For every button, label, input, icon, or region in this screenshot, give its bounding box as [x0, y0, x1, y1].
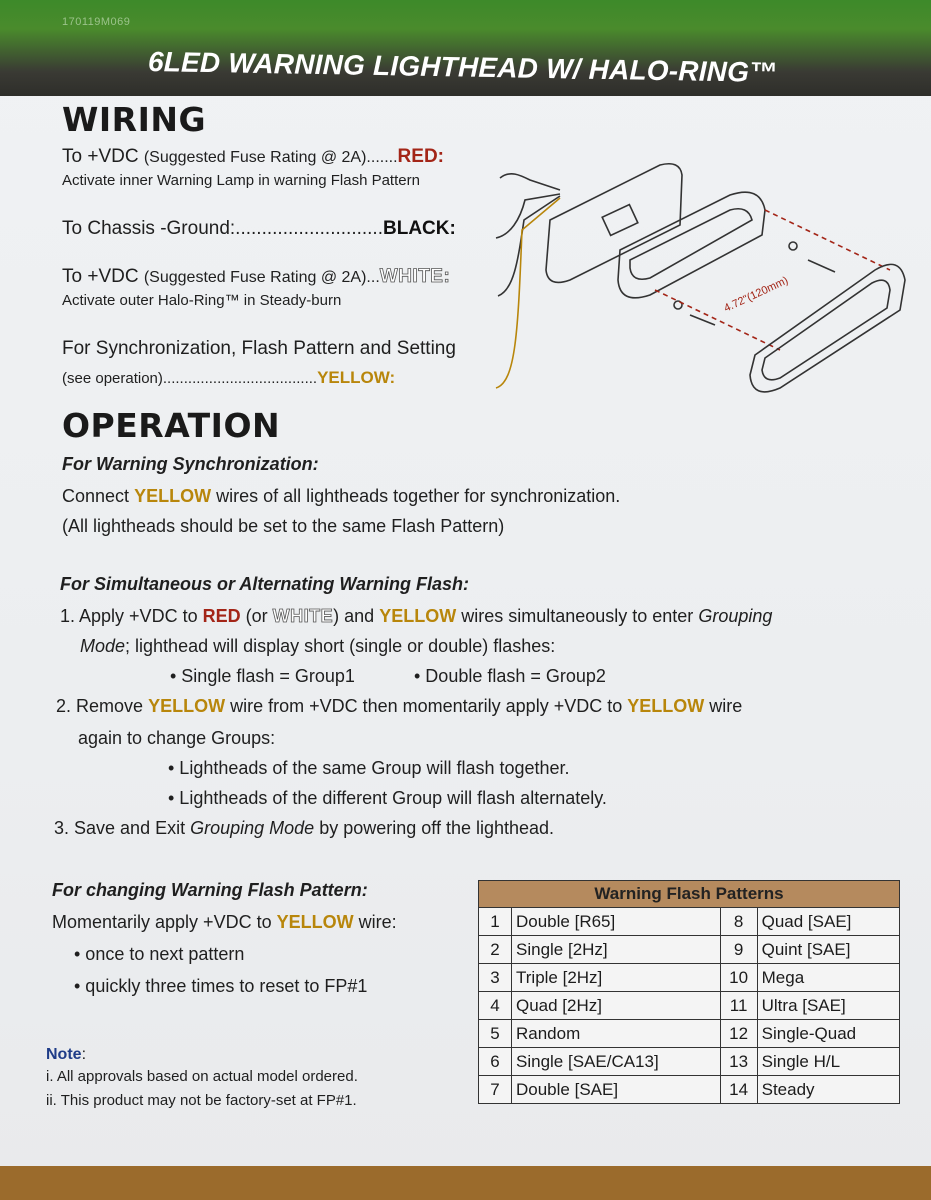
yellow-wire-lead [496, 198, 560, 388]
step1-mode: Mode [80, 636, 126, 656]
page-title: 6LED WARNING LIGHTHEAD W/ HALO-RING™ [147, 46, 778, 88]
dimension-label: 4.72"(120mm) [722, 274, 791, 315]
screw-top [808, 260, 835, 272]
pattern-number: 13 [720, 1048, 757, 1076]
change-text-b: wire: [358, 912, 397, 932]
pattern-name: Mega [757, 964, 899, 992]
black-wire-label: BLACK: [383, 218, 456, 239]
pattern-number: 6 [479, 1048, 512, 1076]
pattern-name: Single [SAE/CA13] [512, 1048, 721, 1076]
pattern-number: 2 [479, 936, 512, 964]
table-row [479, 908, 900, 936]
note-item-1: i. All approvals based on actual model ordered. [46, 1068, 358, 1085]
step1-text-c: ) and [333, 606, 375, 626]
change-bullet-reset: • quickly three times to reset to FP#1 [74, 976, 368, 996]
wiring-heading: WIRING [62, 100, 207, 139]
step1-text-b: (or [245, 606, 268, 626]
red-wire-lead [500, 174, 560, 190]
pattern-number: 5 [479, 1020, 512, 1048]
yellow-wire-line2 [62, 368, 395, 388]
document-code: 170119M069 [62, 16, 131, 28]
note-colon: : [81, 1046, 87, 1063]
step2-line2: again to change Groups: [78, 728, 276, 748]
pattern-name: Quint [SAE] [757, 936, 899, 964]
pattern-name: Quad [2Hz] [512, 992, 721, 1020]
pattern-number: 11 [720, 992, 757, 1020]
note-title-line [46, 1046, 86, 1064]
table-row [479, 992, 900, 1020]
lighthead-lens [630, 209, 752, 280]
step2-text-b: wire from +VDC then momentarily apply +VDC to [230, 696, 623, 716]
table-title: Warning Flash Patterns [479, 881, 900, 908]
pattern-number: 12 [720, 1020, 757, 1048]
yellow-wire-line: For Synchronization, Flash Pattern and Setting [62, 338, 456, 359]
step1-text-a: 1. Apply +VDC to [60, 606, 198, 626]
step3-text-c: by powering off the lighthead. [319, 818, 555, 838]
sync-yellow: YELLOW [134, 486, 212, 506]
black-wire-line [62, 218, 456, 240]
step2-yellow1: YELLOW [148, 696, 226, 716]
white-wire-label: WHITE: [379, 266, 451, 287]
sync-text-a: Connect [62, 486, 130, 506]
change-yellow: YELLOW [276, 912, 354, 932]
pattern-name: Double [R65] [512, 908, 721, 936]
nut-top [789, 242, 797, 250]
step1-line2-text: ; lighthead will display short (single or double) flashes: [125, 636, 556, 656]
change-bullet-next: • once to next pattern [74, 944, 245, 964]
mounting-gasket [546, 164, 682, 283]
table-row [479, 1076, 900, 1104]
red-wire-label: RED: [397, 146, 444, 167]
pattern-number: 14 [720, 1076, 757, 1104]
step1-bullet-double: • Double flash = Group2 [414, 666, 606, 686]
table-row [479, 1048, 900, 1076]
change-line1 [52, 912, 397, 933]
pattern-number: 9 [720, 936, 757, 964]
step2-text-c: wire [709, 696, 743, 716]
pattern-number: 8 [720, 908, 757, 936]
pattern-name: Single [2Hz] [512, 936, 721, 964]
table-row [479, 1020, 900, 1048]
pattern-number: 7 [479, 1076, 512, 1104]
black-wire-text: To Chassis -Ground:............................ [62, 218, 383, 239]
sync-line2: (All lightheads should be set to the same Flash Pattern) [62, 516, 505, 536]
lighthead-diagram [490, 150, 910, 400]
pattern-name: Double [SAE] [512, 1076, 721, 1104]
pattern-name: Ultra [SAE] [757, 992, 899, 1020]
table-row [479, 964, 900, 992]
red-wire-text: To +VDC [62, 146, 139, 167]
step1-red: RED [202, 606, 241, 626]
pattern-name: Single H/L [757, 1048, 899, 1076]
header-bar [0, 0, 931, 96]
white-wire-description: Activate outer Halo-Ring™ in Steady-burn [62, 292, 342, 309]
step1-yellow: YELLOW [379, 606, 457, 626]
pattern-number: 10 [720, 964, 757, 992]
change-text-a: Momentarily apply +VDC to [52, 912, 272, 932]
sync-title: For Warning Synchronization: [62, 454, 319, 474]
table-header-row [479, 881, 900, 908]
yellow-wire-text: (see operation)..................................... [62, 370, 318, 387]
pattern-number: 1 [479, 908, 512, 936]
step1-line1 [60, 606, 772, 627]
step1-text-e: Grouping [698, 606, 773, 626]
sync-line1 [62, 486, 620, 507]
halo-ring-inner [762, 280, 890, 380]
dim-line-bottom [655, 290, 780, 350]
step1-bullet-single: • Single flash = Group1 [170, 666, 355, 686]
white-wire-text: To +VDC [62, 266, 139, 287]
step1-line2 [80, 636, 555, 657]
white-wire-fuse: (Suggested Fuse Rating @ 2A)... [143, 269, 380, 286]
pattern-name: Random [512, 1020, 721, 1048]
pattern-number: 3 [479, 964, 512, 992]
yellow-wire-label: YELLOW: [317, 368, 396, 387]
screw-bottom [690, 315, 715, 325]
black-wire-lead [496, 194, 560, 238]
red-wire-description: Activate inner Warning Lamp in warning Flash Pattern [62, 172, 420, 189]
pattern-name: Quad [SAE] [757, 908, 899, 936]
step3-mode: Grouping Mode [190, 818, 315, 838]
operation-heading: OPERATION [62, 406, 281, 445]
change-title: For changing Warning Flash Pattern: [52, 880, 368, 900]
pattern-name: Triple [2Hz] [512, 964, 721, 992]
table-row [479, 936, 900, 964]
gasket-cutout [602, 205, 638, 236]
step2-line1 [56, 696, 742, 717]
footer-bar [0, 1166, 931, 1200]
step2-bullet-different: • Lightheads of the different Group will flash alternately. [168, 788, 607, 808]
step1-white: WHITE [272, 606, 334, 626]
sync-text-b: wires of all lightheads together for synchronization. [216, 486, 621, 506]
pattern-name: Steady [757, 1076, 899, 1104]
dim-line-top [765, 210, 890, 270]
pattern-number: 4 [479, 992, 512, 1020]
step2-bullet-same: • Lightheads of the same Group will flash together. [168, 758, 570, 778]
note-title: Note [46, 1046, 82, 1063]
red-wire-fuse: (Suggested Fuse Rating @ 2A)....... [143, 149, 398, 166]
step3-line [54, 818, 554, 839]
note-item-2: ii. This product may not be factory-set at FP#1. [46, 1092, 357, 1109]
red-wire-line [62, 146, 444, 168]
white-wire-line [62, 266, 450, 288]
flash-pattern-table [478, 880, 900, 1104]
step2-yellow2: YELLOW [627, 696, 705, 716]
step2-text-a: 2. Remove [56, 696, 144, 716]
step3-text-a: 3. Save and Exit [54, 818, 186, 838]
pattern-name: Single-Quad [757, 1020, 899, 1048]
step1-text-d: wires simultaneously to enter [461, 606, 694, 626]
simalt-title: For Simultaneous or Alternating Warning Flash: [60, 574, 470, 594]
